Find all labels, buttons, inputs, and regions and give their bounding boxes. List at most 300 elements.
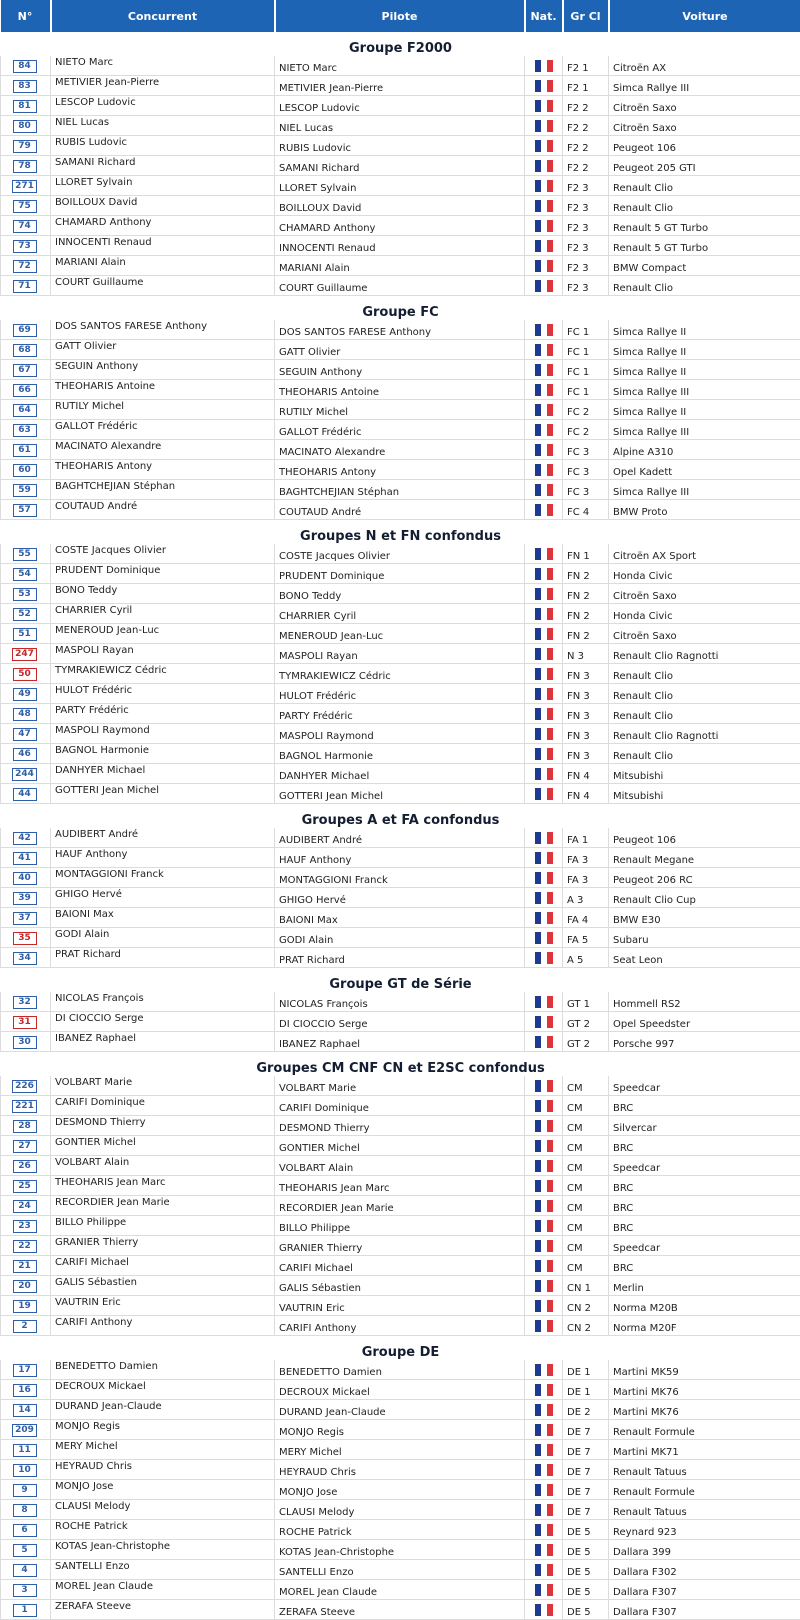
- group-title: Groupes CM CNF CN et E2SC confondus: [1, 1052, 800, 1077]
- concurrent-cell: THEOHARIS Antony: [51, 460, 275, 480]
- group-header-row: [1, 296, 800, 321]
- entry-number-badge[interactable]: 221: [12, 1100, 37, 1113]
- entry-number-badge[interactable]: 22: [13, 1240, 37, 1253]
- number-cell: [1, 1236, 51, 1256]
- france-flag-icon: [535, 1584, 553, 1596]
- entry-number-badge[interactable]: 5: [13, 1544, 37, 1557]
- entry-number-badge[interactable]: 27: [13, 1140, 37, 1153]
- entry-number-badge[interactable]: 26: [13, 1160, 37, 1173]
- entry-number-badge[interactable]: 14: [13, 1404, 37, 1417]
- entry-number-badge[interactable]: 2: [13, 1320, 37, 1333]
- nationality-cell: [525, 340, 563, 360]
- entry-number-badge[interactable]: 40: [13, 872, 37, 885]
- number-cell: [1, 76, 51, 96]
- entry-number-badge[interactable]: 37: [13, 912, 37, 925]
- entry-number-badge[interactable]: 83: [13, 80, 37, 93]
- pilote-cell: PRAT Richard: [275, 948, 525, 968]
- pilote-cell: GALLOT Frédéric: [275, 420, 525, 440]
- table-row: [1, 784, 800, 804]
- group-class-cell: F2 2: [563, 156, 609, 176]
- group-class-cell: FN 2: [563, 584, 609, 604]
- header-concurrent: Concurrent: [51, 0, 275, 32]
- voiture-cell: Citroën Saxo: [609, 116, 800, 136]
- table-row: [1, 1196, 800, 1216]
- concurrent-cell: BONO Teddy: [51, 584, 275, 604]
- entry-number-badge[interactable]: 42: [13, 832, 37, 845]
- table-row: [1, 400, 800, 420]
- concurrent-cell: GALIS Sébastien: [51, 1276, 275, 1296]
- table-row: [1, 604, 800, 624]
- concurrent-cell: ROCHE Patrick: [51, 1520, 275, 1540]
- entry-number-badge[interactable]: 64: [13, 404, 37, 417]
- entry-number-badge[interactable]: 55: [13, 548, 37, 561]
- table-row: [1, 1440, 800, 1460]
- concurrent-cell: MARIANI Alain: [51, 256, 275, 276]
- group-class-cell: FA 3: [563, 868, 609, 888]
- voiture-cell: Renault Clio: [609, 684, 800, 704]
- header-pilote: Pilote: [275, 0, 525, 32]
- entry-number-badge[interactable]: 51: [13, 628, 37, 641]
- france-flag-icon: [535, 140, 553, 152]
- concurrent-cell: RUBIS Ludovic: [51, 136, 275, 156]
- group-class-cell: DE 7: [563, 1500, 609, 1520]
- france-flag-icon: [535, 872, 553, 884]
- france-flag-icon: [535, 952, 553, 964]
- number-cell: [1, 176, 51, 196]
- group-class-cell: FN 3: [563, 704, 609, 724]
- entry-number-badge[interactable]: 35: [13, 932, 37, 945]
- nationality-cell: [525, 480, 563, 500]
- entry-number-badge[interactable]: 71: [13, 280, 37, 293]
- group-class-cell: FC 2: [563, 420, 609, 440]
- entry-number-badge[interactable]: 23: [13, 1220, 37, 1233]
- concurrent-cell: MENEROUD Jean-Luc: [51, 624, 275, 644]
- pilote-cell: KOTAS Jean-Christophe: [275, 1540, 525, 1560]
- number-cell: [1, 624, 51, 644]
- table-row: [1, 1216, 800, 1236]
- concurrent-cell: PARTY Frédéric: [51, 704, 275, 724]
- entry-number-badge[interactable]: 46: [13, 748, 37, 761]
- pilote-cell: DECROUX Mickael: [275, 1380, 525, 1400]
- concurrent-cell: TYMRAKIEWICZ Cédric: [51, 664, 275, 684]
- entry-number-badge[interactable]: 226: [12, 1080, 37, 1093]
- entry-number-badge[interactable]: 78: [13, 160, 37, 173]
- concurrent-cell: HAUF Anthony: [51, 848, 275, 868]
- entry-number-badge[interactable]: 73: [13, 240, 37, 253]
- table-row: [1, 1076, 800, 1096]
- number-cell: [1, 56, 51, 76]
- group-class-cell: FN 2: [563, 604, 609, 624]
- concurrent-cell: VOLBART Alain: [51, 1156, 275, 1176]
- table-row: [1, 236, 800, 256]
- pilote-cell: THEOHARIS Antony: [275, 460, 525, 480]
- table-row: [1, 480, 800, 500]
- entry-number-badge[interactable]: 63: [13, 424, 37, 437]
- nationality-cell: [525, 888, 563, 908]
- table-row: [1, 96, 800, 116]
- pilote-cell: MACINATO Alexandre: [275, 440, 525, 460]
- pilote-cell: COSTE Jacques Olivier: [275, 544, 525, 564]
- number-cell: [1, 400, 51, 420]
- nationality-cell: [525, 992, 563, 1012]
- nationality-cell: [525, 116, 563, 136]
- voiture-cell: Renault 5 GT Turbo: [609, 236, 800, 256]
- concurrent-cell: MONTAGGIONI Franck: [51, 868, 275, 888]
- entry-number-badge[interactable]: 80: [13, 120, 37, 133]
- pilote-cell: BILLO Philippe: [275, 1216, 525, 1236]
- pilote-cell: VOLBART Marie: [275, 1076, 525, 1096]
- pilote-cell: GODI Alain: [275, 928, 525, 948]
- number-cell: [1, 1176, 51, 1196]
- entry-number-badge[interactable]: 50: [13, 668, 37, 681]
- concurrent-cell: CARIFI Dominique: [51, 1096, 275, 1116]
- entry-number-badge[interactable]: 17: [13, 1364, 37, 1377]
- france-flag-icon: [535, 1140, 553, 1152]
- group-class-cell: FN 2: [563, 564, 609, 584]
- concurrent-cell: SANTELLI Enzo: [51, 1560, 275, 1580]
- pilote-cell: RUTILY Michel: [275, 400, 525, 420]
- pilote-cell: GATT Olivier: [275, 340, 525, 360]
- table-row: [1, 340, 800, 360]
- entry-number-badge[interactable]: 24: [13, 1200, 37, 1213]
- table-row: [1, 1176, 800, 1196]
- pilote-cell: TYMRAKIEWICZ Cédric: [275, 664, 525, 684]
- number-cell: [1, 664, 51, 684]
- nationality-cell: [525, 500, 563, 520]
- table-row: [1, 1600, 800, 1620]
- voiture-cell: Simca Rallye III: [609, 480, 800, 500]
- pilote-cell: COUTAUD André: [275, 500, 525, 520]
- header-number: N°: [1, 0, 51, 32]
- pilote-cell: DESMOND Thierry: [275, 1116, 525, 1136]
- nationality-cell: [525, 1236, 563, 1256]
- group-header-row: [1, 1336, 800, 1361]
- group-class-cell: N 3: [563, 644, 609, 664]
- entry-number-badge[interactable]: 52: [13, 608, 37, 621]
- entry-number-badge[interactable]: 11: [13, 1444, 37, 1457]
- france-flag-icon: [535, 1280, 553, 1292]
- france-flag-icon: [535, 240, 553, 252]
- pilote-cell: THEOHARIS Antoine: [275, 380, 525, 400]
- entry-number-badge[interactable]: 59: [13, 484, 37, 497]
- table-row: [1, 564, 800, 584]
- concurrent-cell: MOREL Jean Claude: [51, 1580, 275, 1600]
- entry-number-badge[interactable]: 16: [13, 1384, 37, 1397]
- nationality-cell: [525, 1440, 563, 1460]
- pilote-cell: BONO Teddy: [275, 584, 525, 604]
- entry-number-badge[interactable]: 31: [13, 1016, 37, 1029]
- table-row: [1, 176, 800, 196]
- entry-number-badge[interactable]: 19: [13, 1300, 37, 1313]
- entry-number-badge[interactable]: 47: [13, 728, 37, 741]
- table-row: [1, 624, 800, 644]
- concurrent-cell: NICOLAS François: [51, 992, 275, 1012]
- france-flag-icon: [535, 648, 553, 660]
- entry-number-badge[interactable]: 81: [13, 100, 37, 113]
- france-flag-icon: [535, 80, 553, 92]
- table-row: [1, 360, 800, 380]
- france-flag-icon: [535, 1016, 553, 1028]
- entry-number-badge[interactable]: 54: [13, 568, 37, 581]
- group-class-cell: FN 3: [563, 744, 609, 764]
- entry-number-badge[interactable]: 8: [13, 1504, 37, 1517]
- group-class-cell: F2 1: [563, 76, 609, 96]
- nationality-cell: [525, 1500, 563, 1520]
- nationality-cell: [525, 1256, 563, 1276]
- number-cell: [1, 1600, 51, 1620]
- entry-number-badge[interactable]: 32: [13, 996, 37, 1009]
- number-cell: [1, 644, 51, 664]
- nationality-cell: [525, 276, 563, 296]
- pilote-cell: SAMANI Richard: [275, 156, 525, 176]
- number-cell: [1, 848, 51, 868]
- concurrent-cell: MACINATO Alexandre: [51, 440, 275, 460]
- table-row: [1, 644, 800, 664]
- entry-number-badge[interactable]: 3: [13, 1584, 37, 1597]
- entry-number-badge[interactable]: 74: [13, 220, 37, 233]
- nationality-cell: [525, 1460, 563, 1480]
- number-cell: [1, 196, 51, 216]
- number-cell: [1, 216, 51, 236]
- france-flag-icon: [535, 364, 553, 376]
- table-row: [1, 1012, 800, 1032]
- number-cell: [1, 1400, 51, 1420]
- nationality-cell: [525, 1012, 563, 1032]
- nationality-cell: [525, 1400, 563, 1420]
- concurrent-cell: PRAT Richard: [51, 948, 275, 968]
- france-flag-icon: [535, 220, 553, 232]
- voiture-cell: Martini MK59: [609, 1360, 800, 1380]
- voiture-cell: BRC: [609, 1216, 800, 1236]
- number-cell: [1, 704, 51, 724]
- entry-number-badge[interactable]: 21: [13, 1260, 37, 1273]
- entry-number-badge[interactable]: 20: [13, 1280, 37, 1293]
- concurrent-cell: CHARRIER Cyril: [51, 604, 275, 624]
- france-flag-icon: [535, 1100, 553, 1112]
- entry-number-badge[interactable]: 10: [13, 1464, 37, 1477]
- number-cell: [1, 500, 51, 520]
- concurrent-cell: AUDIBERT André: [51, 828, 275, 848]
- pilote-cell: PARTY Frédéric: [275, 704, 525, 724]
- concurrent-cell: GODI Alain: [51, 928, 275, 948]
- nationality-cell: [525, 1540, 563, 1560]
- table-row: [1, 500, 800, 520]
- france-flag-icon: [535, 384, 553, 396]
- pilote-cell: GALIS Sébastien: [275, 1276, 525, 1296]
- voiture-cell: Mitsubishi: [609, 784, 800, 804]
- entry-number-badge[interactable]: 25: [13, 1180, 37, 1193]
- number-cell: [1, 1136, 51, 1156]
- group-class-cell: F2 3: [563, 196, 609, 216]
- france-flag-icon: [535, 1364, 553, 1376]
- concurrent-cell: VOLBART Marie: [51, 1076, 275, 1096]
- entry-number-badge[interactable]: 79: [13, 140, 37, 153]
- nationality-cell: [525, 1096, 563, 1116]
- concurrent-cell: MASPOLI Raymond: [51, 724, 275, 744]
- concurrent-cell: DECROUX Mickael: [51, 1380, 275, 1400]
- entry-number-badge[interactable]: 60: [13, 464, 37, 477]
- pilote-cell: SEGUIN Anthony: [275, 360, 525, 380]
- nationality-cell: [525, 360, 563, 380]
- table-body: [1, 32, 800, 1620]
- table-row: [1, 888, 800, 908]
- france-flag-icon: [535, 1504, 553, 1516]
- entry-number-badge[interactable]: 39: [13, 892, 37, 905]
- voiture-cell: BRC: [609, 1136, 800, 1156]
- group-class-cell: FC 1: [563, 360, 609, 380]
- entry-number-badge[interactable]: 271: [12, 180, 37, 193]
- voiture-cell: Norma M20F: [609, 1316, 800, 1336]
- number-cell: [1, 564, 51, 584]
- france-flag-icon: [535, 588, 553, 600]
- table-row: [1, 848, 800, 868]
- entry-number-badge[interactable]: 9: [13, 1484, 37, 1497]
- group-class-cell: FC 3: [563, 460, 609, 480]
- pilote-cell: HAUF Anthony: [275, 848, 525, 868]
- table-row: [1, 256, 800, 276]
- france-flag-icon: [535, 1300, 553, 1312]
- number-cell: [1, 992, 51, 1012]
- table-row: [1, 460, 800, 480]
- voiture-cell: Citroën Saxo: [609, 584, 800, 604]
- group-class-cell: DE 2: [563, 1400, 609, 1420]
- entry-number-badge[interactable]: 49: [13, 688, 37, 701]
- france-flag-icon: [535, 1200, 553, 1212]
- france-flag-icon: [535, 100, 553, 112]
- pilote-cell: MASPOLI Raymond: [275, 724, 525, 744]
- france-flag-icon: [535, 324, 553, 336]
- pilote-cell: DOS SANTOS FARESE Anthony: [275, 320, 525, 340]
- france-flag-icon: [535, 120, 553, 132]
- entry-number-badge[interactable]: 67: [13, 364, 37, 377]
- group-class-cell: DE 5: [563, 1540, 609, 1560]
- group-class-cell: CM: [563, 1196, 609, 1216]
- group-class-cell: CN 2: [563, 1316, 609, 1336]
- entry-number-badge[interactable]: 72: [13, 260, 37, 273]
- entry-number-badge[interactable]: 61: [13, 444, 37, 457]
- entry-number-badge[interactable]: 4: [13, 1564, 37, 1577]
- entry-number-badge[interactable]: 75: [13, 200, 37, 213]
- france-flag-icon: [535, 1444, 553, 1456]
- table-row: [1, 684, 800, 704]
- nationality-cell: [525, 440, 563, 460]
- pilote-cell: INNOCENTI Renaud: [275, 236, 525, 256]
- nationality-cell: [525, 1360, 563, 1380]
- pilote-cell: NICOLAS François: [275, 992, 525, 1012]
- group-class-cell: FC 1: [563, 340, 609, 360]
- group-class-cell: DE 7: [563, 1440, 609, 1460]
- concurrent-cell: DANHYER Michael: [51, 764, 275, 784]
- number-cell: [1, 1420, 51, 1440]
- voiture-cell: Renault Megane: [609, 848, 800, 868]
- table-row: [1, 1256, 800, 1276]
- pilote-cell: METIVIER Jean-Pierre: [275, 76, 525, 96]
- voiture-cell: Dallara F307: [609, 1580, 800, 1600]
- concurrent-cell: MERY Michel: [51, 1440, 275, 1460]
- table-row: [1, 1156, 800, 1176]
- group-class-cell: DE 7: [563, 1460, 609, 1480]
- group-class-cell: CM: [563, 1216, 609, 1236]
- table-row: [1, 928, 800, 948]
- voiture-cell: BMW Proto: [609, 500, 800, 520]
- table-row: [1, 1560, 800, 1580]
- nationality-cell: [525, 1316, 563, 1336]
- concurrent-cell: SEGUIN Anthony: [51, 360, 275, 380]
- group-title: Groupe FC: [1, 296, 800, 321]
- group-class-cell: FA 1: [563, 828, 609, 848]
- group-class-cell: F2 2: [563, 116, 609, 136]
- concurrent-cell: IBANEZ Raphael: [51, 1032, 275, 1052]
- number-cell: [1, 156, 51, 176]
- entry-number-badge[interactable]: 69: [13, 324, 37, 337]
- voiture-cell: Honda Civic: [609, 564, 800, 584]
- nationality-cell: [525, 320, 563, 340]
- voiture-cell: Silvercar: [609, 1116, 800, 1136]
- concurrent-cell: RECORDIER Jean Marie: [51, 1196, 275, 1216]
- entry-number-badge[interactable]: 30: [13, 1036, 37, 1049]
- table-row: [1, 420, 800, 440]
- france-flag-icon: [535, 608, 553, 620]
- entry-number-badge[interactable]: 48: [13, 708, 37, 721]
- voiture-cell: Subaru: [609, 928, 800, 948]
- table-row: [1, 584, 800, 604]
- nationality-cell: [525, 848, 563, 868]
- concurrent-cell: CHAMARD Anthony: [51, 216, 275, 236]
- entry-number-badge[interactable]: 244: [12, 768, 37, 781]
- entry-number-badge[interactable]: 1: [13, 1604, 37, 1617]
- concurrent-cell: METIVIER Jean-Pierre: [51, 76, 275, 96]
- entry-number-badge[interactable]: 6: [13, 1524, 37, 1537]
- entry-number-badge[interactable]: 41: [13, 852, 37, 865]
- voiture-cell: Renault Clio: [609, 196, 800, 216]
- entry-number-badge[interactable]: 66: [13, 384, 37, 397]
- group-class-cell: F2 3: [563, 176, 609, 196]
- pilote-cell: LLORET Sylvain: [275, 176, 525, 196]
- entry-number-badge[interactable]: 28: [13, 1120, 37, 1133]
- number-cell: [1, 1096, 51, 1116]
- group-class-cell: FA 4: [563, 908, 609, 928]
- entry-number-badge[interactable]: 209: [12, 1424, 37, 1437]
- entry-number-badge[interactable]: 53: [13, 588, 37, 601]
- entry-number-badge[interactable]: 68: [13, 344, 37, 357]
- group-class-cell: F2 3: [563, 216, 609, 236]
- france-flag-icon: [535, 1320, 553, 1332]
- entry-number-badge[interactable]: 34: [13, 952, 37, 965]
- nationality-cell: [525, 1276, 563, 1296]
- number-cell: [1, 276, 51, 296]
- voiture-cell: Citroën Saxo: [609, 624, 800, 644]
- entry-number-badge[interactable]: 44: [13, 788, 37, 801]
- group-class-cell: F2 3: [563, 236, 609, 256]
- number-cell: [1, 604, 51, 624]
- table-row: [1, 992, 800, 1012]
- nationality-cell: [525, 400, 563, 420]
- concurrent-cell: MONJO Regis: [51, 1420, 275, 1440]
- entry-number-badge[interactable]: 84: [13, 60, 37, 73]
- voiture-cell: Renault Formule: [609, 1420, 800, 1440]
- pilote-cell: COURT Guillaume: [275, 276, 525, 296]
- france-flag-icon: [535, 728, 553, 740]
- entry-number-badge[interactable]: 247: [12, 648, 37, 661]
- table-row: [1, 116, 800, 136]
- nationality-cell: [525, 724, 563, 744]
- entry-number-badge[interactable]: 57: [13, 504, 37, 517]
- concurrent-cell: NIETO Marc: [51, 56, 275, 76]
- group-class-cell: CM: [563, 1176, 609, 1196]
- nationality-cell: [525, 644, 563, 664]
- voiture-cell: Porsche 997: [609, 1032, 800, 1052]
- table-row: [1, 156, 800, 176]
